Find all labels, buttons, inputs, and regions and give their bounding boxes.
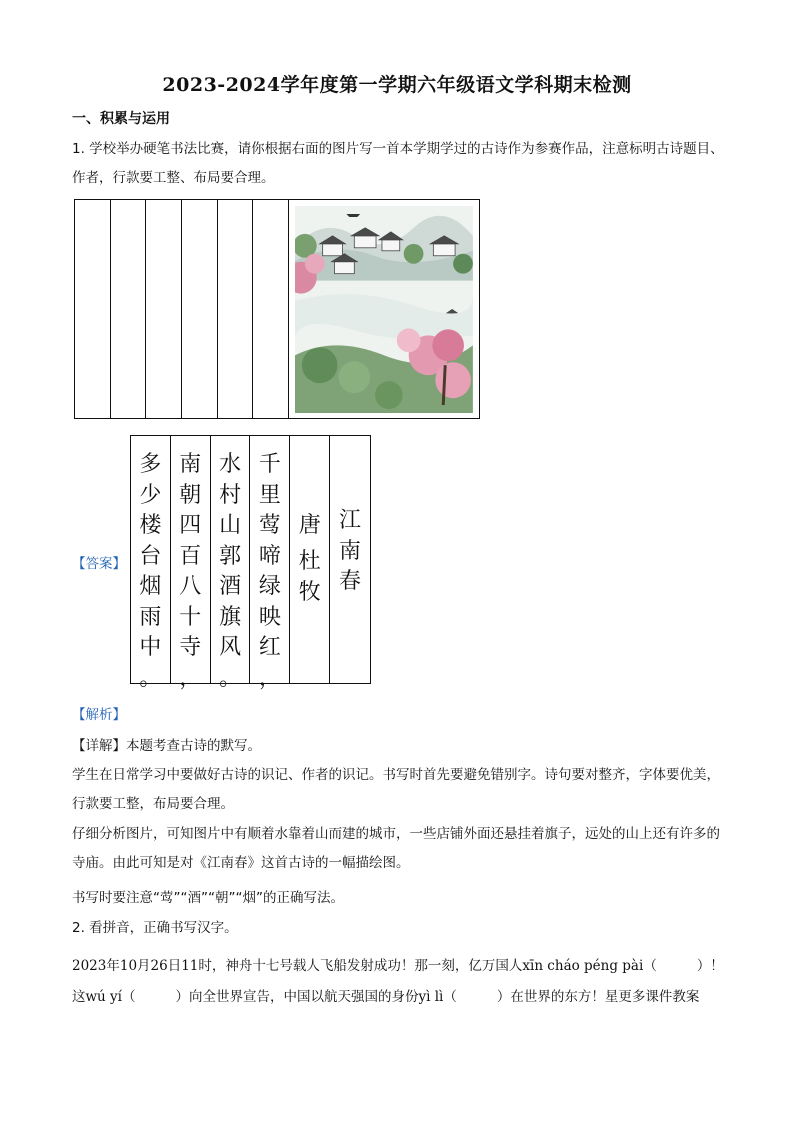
landscape-painting: [289, 200, 479, 418]
answer-char: 杜: [298, 549, 321, 575]
writing-column: [218, 200, 254, 418]
answer-char: 南: [339, 538, 362, 564]
answer-char: 中: [139, 635, 162, 660]
writing-column: [75, 200, 111, 418]
answer-char: 郭: [219, 543, 242, 569]
answer-char: 南: [179, 452, 202, 477]
writing-column: [182, 200, 218, 418]
answer-char: 烟: [139, 574, 162, 599]
bracket-open: （: [443, 989, 457, 1005]
answer-char: 千: [258, 452, 281, 477]
answer-char: 四: [179, 513, 202, 538]
answer-char: 风: [219, 635, 242, 660]
answer-char: 旗: [219, 604, 242, 630]
pinyin-2: wú yí: [85, 989, 122, 1005]
answer-char: 牧: [298, 579, 321, 605]
answer-char: 里: [258, 482, 281, 508]
pinyin-sentence: [72, 951, 732, 1013]
answer-char: 台: [139, 543, 162, 569]
answer-grid: [130, 435, 371, 691]
bracket-close: ）！: [696, 958, 724, 974]
answer-char: 村: [219, 482, 242, 508]
analysis-paragraph-2: 仔细分析图片，可知图片中有顺着水靠着山而建的城市，一些店铺外面还悬挂着旗子，远处的山上还有许多的寺庙。由此可知是对《江南春》这首古诗的一幅描绘图。: [72, 826, 720, 871]
pinyin-3: yì lì: [418, 989, 444, 1005]
answer-char: 啼: [258, 543, 281, 569]
answer-char: 少: [139, 482, 162, 508]
answer-char: 雨: [139, 604, 162, 630]
answer-column: [211, 436, 251, 691]
analysis-label: 【解析】: [72, 707, 126, 723]
detail-text: 本题考查古诗的默写。: [126, 738, 261, 754]
writing-column: [253, 200, 289, 418]
page-title: 2023-2024学年度第一学期六年级语文学科期末检测: [162, 74, 632, 96]
sentence-part: 2023年10月26日11时，神舟十七号载人飞船发射成功！那一刻，亿万国人: [72, 958, 523, 974]
analysis-paragraph-3: 书写时要注意“莺”“酒”“朝”“烟”的正确写法。: [72, 890, 344, 906]
section-heading: 一、积累与运用: [72, 111, 170, 127]
answer-char: 酒: [219, 574, 242, 599]
answer-char: 红: [258, 635, 281, 660]
answer-char: 映: [258, 604, 281, 630]
answer-char: ，: [179, 665, 202, 691]
pinyin-1: xīn cháo péng pài: [522, 958, 644, 974]
watermark-text: 星更多课件教案: [604, 989, 700, 1005]
answer-column: [171, 436, 211, 691]
answer-column: [330, 436, 370, 683]
sentence-part: ）向全世界宣告，中国以航天强国的身份: [175, 989, 419, 1005]
answer-char: 楼: [139, 513, 162, 538]
analysis-paragraph-1: 学生在日常学习中要做好古诗的识记、作者的识记。书写时首先要避免错别字。诗句要对整齐，字体要优美，行款要工整，布局要合理。: [72, 767, 720, 812]
detail-line: [72, 732, 724, 761]
answer-char: 多: [139, 452, 162, 477]
answer-char: 寺: [179, 635, 202, 660]
question-2-text: 2. 看拼音，正确书写汉字。: [72, 920, 238, 936]
answer-char: ，: [258, 665, 281, 691]
answer-char: 八: [179, 574, 202, 599]
answer-char: 朝: [179, 482, 202, 508]
answer-char: 百: [179, 543, 202, 569]
bracket-open: （: [122, 989, 136, 1005]
answer-char: 水: [219, 452, 242, 477]
answer-column: [290, 436, 330, 683]
answer-char: 绿: [258, 574, 281, 599]
sentence-part: 这: [72, 989, 86, 1005]
detail-tag: 【详解】: [72, 738, 126, 754]
answer-char: 江: [339, 508, 362, 533]
answer-label: 【答案】: [72, 556, 126, 572]
answer-column: [131, 436, 171, 691]
answer-char: 十: [179, 604, 202, 630]
answer-column: [250, 436, 290, 691]
writing-grid: [74, 199, 480, 419]
answer-char: 春: [339, 569, 362, 594]
answer-char: 山: [219, 513, 242, 538]
bracket-open: （: [643, 958, 657, 974]
question-1-text: 1. 学校举办硬笔书法比赛，请你根据右面的图片写一首本学期学过的古诗作为参赛作品，注意标明古诗题目、作者，行款要工整、布局要合理。: [72, 141, 724, 186]
writing-column: [111, 200, 147, 418]
answer-char: 。: [219, 665, 242, 691]
answer-char: 唐: [298, 512, 321, 538]
sentence-part: ）在世界的东方！: [496, 989, 605, 1005]
answer-char: 。: [139, 665, 162, 691]
answer-char: 莺: [258, 513, 281, 538]
writing-column: [146, 200, 182, 418]
